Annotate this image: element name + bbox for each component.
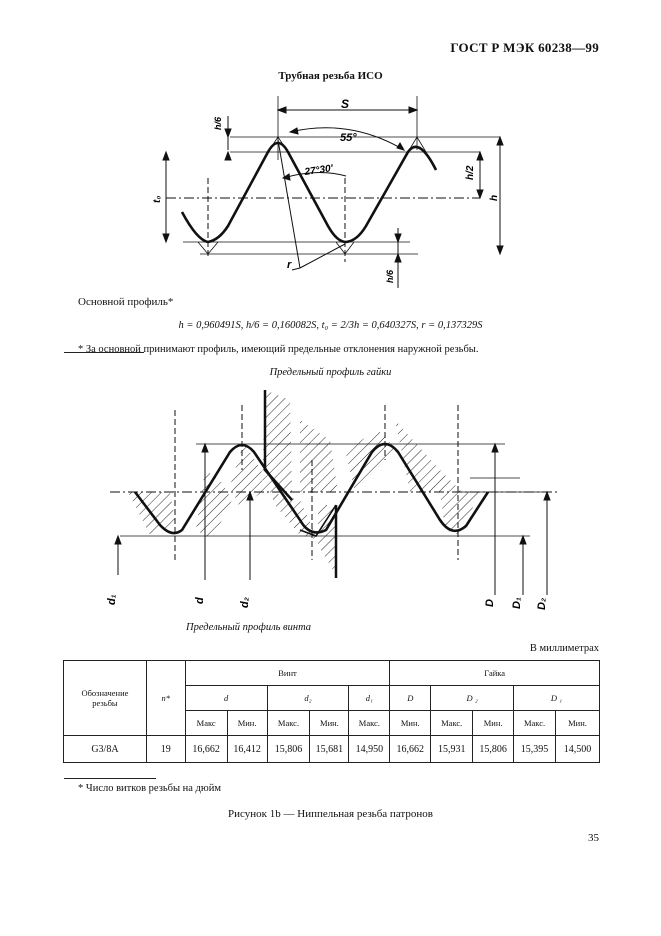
dim-D: D (484, 599, 496, 607)
dim-r: r (287, 259, 292, 271)
dim-d2: d₂ (239, 597, 251, 608)
document-header: ГОСТ Р МЭК 60238—99 (450, 40, 599, 55)
dim-t0: t₀ (152, 195, 163, 203)
dim-h6-bottom: h/6 (385, 269, 395, 283)
thread-dimensions-table (63, 660, 600, 763)
dim-S: S (341, 97, 350, 111)
header-d: d (185, 686, 267, 711)
header-nut: Гайка (390, 661, 600, 686)
cell-value: 14,950 (349, 736, 390, 763)
dim-d1: d₁ (106, 594, 118, 605)
header-D1: D ₁ (514, 686, 600, 711)
cell-value: 14,500 (556, 736, 600, 763)
limit-label: Макс. (349, 711, 390, 736)
dim-angle-55: 55° (340, 132, 357, 144)
page-number: 35 (588, 832, 599, 844)
limit-label: Мин. (310, 711, 349, 736)
cell-value: 16,662 (390, 736, 431, 763)
cell-value: 15,681 (310, 736, 349, 763)
figure-caption: Рисунок 1b — Ниппельная резьба патронов (228, 808, 433, 820)
header-d2: d₂ (267, 686, 349, 711)
limit-label: Макс. (431, 711, 473, 736)
units-note: В миллиметрах (529, 643, 599, 654)
header-n: n* (146, 661, 185, 736)
cell-value: 15,931 (431, 736, 473, 763)
dim-h6-top: h/6 (213, 116, 223, 130)
base-profile-footnote: * За основной принимают профиль, имеющий предельные отклонения наружной резьбы. (78, 344, 479, 355)
header-D2: D ₂ (431, 686, 514, 711)
dim-d: d (194, 597, 206, 604)
limit-label: Макс (185, 711, 227, 736)
cell-value: 15,806 (267, 736, 310, 763)
top-figure-title: Трубная резьба ИСО (278, 70, 383, 82)
header-D: D (390, 686, 431, 711)
limit-label: Мин. (473, 711, 514, 736)
footnote-rule (64, 778, 156, 779)
dim-D1: D₁ (511, 597, 523, 609)
header-d1: d₁ (349, 686, 390, 711)
screw-limit-profile-title: Предельный профиль винта (186, 622, 312, 633)
nut-limit-profile-title: Предельный профиль гайки (269, 367, 392, 378)
base-profile-formula: h = 0,960491S, h/6 = 0,160082S, t₀ = 2/3h = 0,640327S, r = 0,137329S (178, 320, 483, 331)
dim-h2: h/2 (465, 165, 476, 180)
cell-n: 19 (146, 736, 185, 763)
header-screw: Винт (185, 661, 390, 686)
base-profile-label: Основной профиль* (78, 296, 174, 308)
limit-label: Макс. (267, 711, 310, 736)
dim-h: h (489, 194, 500, 201)
table-row (64, 736, 600, 763)
limit-label: Мин. (390, 711, 431, 736)
limit-label: Макс. (514, 711, 556, 736)
cell-value: 16,662 (185, 736, 227, 763)
dim-angle-27-30: 27°30' (303, 163, 334, 178)
cell-value: 15,806 (473, 736, 514, 763)
cell-value: 15,395 (514, 736, 556, 763)
limit-label: Мин. (556, 711, 600, 736)
cell-value: 16,412 (227, 736, 267, 763)
limit-label: Мин. (227, 711, 267, 736)
header-designation: Обозначение резьбы (64, 661, 147, 736)
dim-D2: D₂ (536, 597, 548, 610)
threads-per-inch-footnote: * Число витков резьбы на дюйм (78, 783, 222, 794)
cell-designation: G3/8A (64, 736, 147, 763)
